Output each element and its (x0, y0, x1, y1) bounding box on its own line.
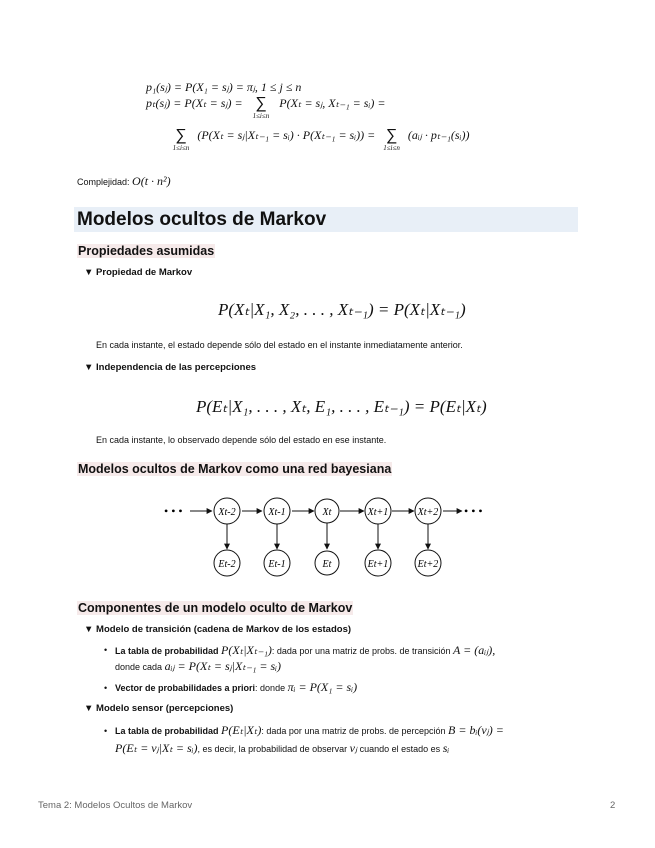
svg-text:Et: Et (322, 559, 332, 570)
page-number: 2 (610, 800, 616, 811)
svg-text:Xt+2: Xt+2 (417, 507, 439, 518)
transition-item-2-text: : donde (255, 683, 286, 693)
bullet-dot: • (104, 645, 108, 655)
svg-text:Xt: Xt (322, 507, 332, 518)
transition-item-2 (115, 680, 357, 695)
sensor-item-1-line2-text: , es decir, la probabilidad de observar (197, 744, 348, 754)
subsection-componentes-title: Componentes de un modelo oculto de Markov (78, 601, 353, 615)
prop-markov-title[interactable]: ▼ Propiedad de Markov (84, 267, 193, 278)
complexity (77, 174, 171, 189)
svg-text:Xt+1: Xt+1 (367, 507, 389, 518)
transition-item-2-bold: Vector de probabilidades a priori (115, 683, 256, 693)
evidence-node-1 (214, 550, 240, 576)
eq3-sum: ∑ (175, 127, 187, 144)
equation-line-1: p₁(sⱼ) = P(X₁ = sⱼ) = πⱼ, 1 ≤ j ≤ n (146, 80, 302, 94)
eq3-sub2: 1≤i≤n (383, 144, 400, 152)
evidence-node-2 (264, 550, 290, 576)
bayesian-network-diagram (160, 494, 490, 584)
sensor-item-1-bold: La tabla de probabilidad (115, 726, 219, 736)
transition-item-1-line2-text: donde cada (115, 662, 163, 672)
sensor-item-1-line2-text2: cuando el estado es (359, 744, 441, 754)
complexity-label: Complejidad: (77, 177, 130, 187)
transition-item-1-line2-formula: aᵢⱼ = P(Xₜ = sⱼ|Xₜ₋₁ = sᵢ) (164, 659, 282, 673)
evidence-node-3 (315, 551, 339, 575)
eq2-rhs: P(Xₜ = sⱼ, Xₜ₋₁ = sᵢ) = (279, 96, 386, 110)
bullet-dot: • (104, 683, 108, 693)
transition-item-1-text: : dada por una matriz de probs. de transición (271, 646, 451, 656)
eq2-sub: 1≤i≤n (252, 112, 270, 120)
sensor-model-title[interactable]: ▼ Modelo sensor (percepciones) (84, 703, 234, 714)
sensor-item-1-line2-formula2: vⱼ (349, 741, 358, 755)
section-title: Modelos ocultos de Markov (74, 207, 578, 232)
eq3-sum2: ∑ (385, 127, 398, 144)
sensor-item-1-line2-formula3: sᵢ (442, 741, 450, 755)
sensor-item-1-text: : dada por una matriz de probs. de percepción (261, 726, 446, 736)
transition-model-title[interactable]: ▼ Modelo de transición (cadena de Markov de los estados) (84, 624, 352, 635)
state-node-4 (365, 498, 391, 524)
prop-percepciones-title[interactable]: ▼ Independencia de las percepciones (84, 362, 257, 373)
svg-text:Et-2: Et-2 (218, 559, 236, 570)
sensor-item-1-line2-formula: P(Eₜ = vⱼ|Xₜ = sᵢ) (115, 741, 198, 755)
bullet-dot: • (104, 726, 108, 736)
transition-item-1-formula2: A = (aᵢⱼ), (453, 643, 496, 657)
prop-markov-text: En cada instante, el estado depende sólo del estado en el instante inmediatamente anterior. (96, 340, 463, 350)
transition-item-1-line-2 (115, 659, 281, 674)
complexity-formula: O(t · n²) (132, 174, 171, 188)
svg-text:Et+1: Et+1 (367, 559, 389, 570)
footer-title: Tema 2: Modelos Ocultos de Markov (38, 800, 193, 811)
subsection-red-bayesiana-title: Modelos ocultos de Markov como una red bayesiana (78, 462, 392, 476)
eq3-end: (aᵢⱼ · pₜ₋₁(sᵢ)) (407, 128, 470, 142)
svg-text:Xt-1: Xt-1 (268, 507, 286, 518)
right-dots: • • • (464, 504, 483, 518)
state-node-5 (415, 498, 441, 524)
equation-line-2 (146, 96, 385, 120)
left-dots: • • • (164, 504, 183, 518)
transition-item-1-formula: P(Xₜ|Xₜ₋₁) (221, 643, 272, 657)
prop-markov-formula: P(Xₜ|X₁, X₂, . . . , Xₜ₋₁) = P(Xₜ|Xₜ₋₁) (218, 300, 466, 319)
svg-text:Et+2: Et+2 (417, 559, 439, 570)
sensor-item-1-formula2: B = bᵢ(vⱼ) = (448, 723, 504, 737)
sensor-item-1-line-1 (115, 723, 504, 738)
eq3-sub: 1≤i≤n (172, 144, 190, 152)
prop-percepciones-text: En cada instante, lo observado depende sólo del estado en ese instante. (96, 435, 387, 445)
evidence-node-5 (415, 550, 441, 576)
state-node-1 (214, 498, 240, 524)
eq3-mid: (P(Xₜ = sⱼ|Xₜ₋₁ = sᵢ) · P(Xₜ₋₁ = sᵢ)) = (197, 128, 376, 142)
transition-item-1-line-1 (115, 643, 495, 658)
state-node-2 (264, 498, 290, 524)
sensor-item-1-formula: P(Eₜ|Xₜ) (221, 723, 262, 737)
eq2-sum: ∑ (255, 95, 267, 112)
state-node-3 (315, 499, 339, 523)
svg-text:Et-1: Et-1 (268, 559, 286, 570)
sensor-item-1-line-2 (115, 741, 449, 756)
transition-item-1-bold: La tabla de probabilidad (115, 646, 219, 656)
equation-line-3 (168, 128, 469, 152)
svg-text:Xt-2: Xt-2 (218, 507, 236, 518)
subsection-propiedades-title: Propiedades asumidas (78, 244, 215, 258)
evidence-node-4 (365, 550, 391, 576)
prop-percepciones-formula: P(Eₜ|X₁, . . . , Xₜ, E₁, . . . , Eₜ₋₁) = P(Eₜ|Xₜ) (196, 397, 487, 416)
transition-item-2-formula: πᵢ = P(X₁ = sᵢ) (287, 680, 358, 694)
eq2-lhs: pₜ(sⱼ) = P(Xₜ = sⱼ) = (146, 96, 243, 110)
